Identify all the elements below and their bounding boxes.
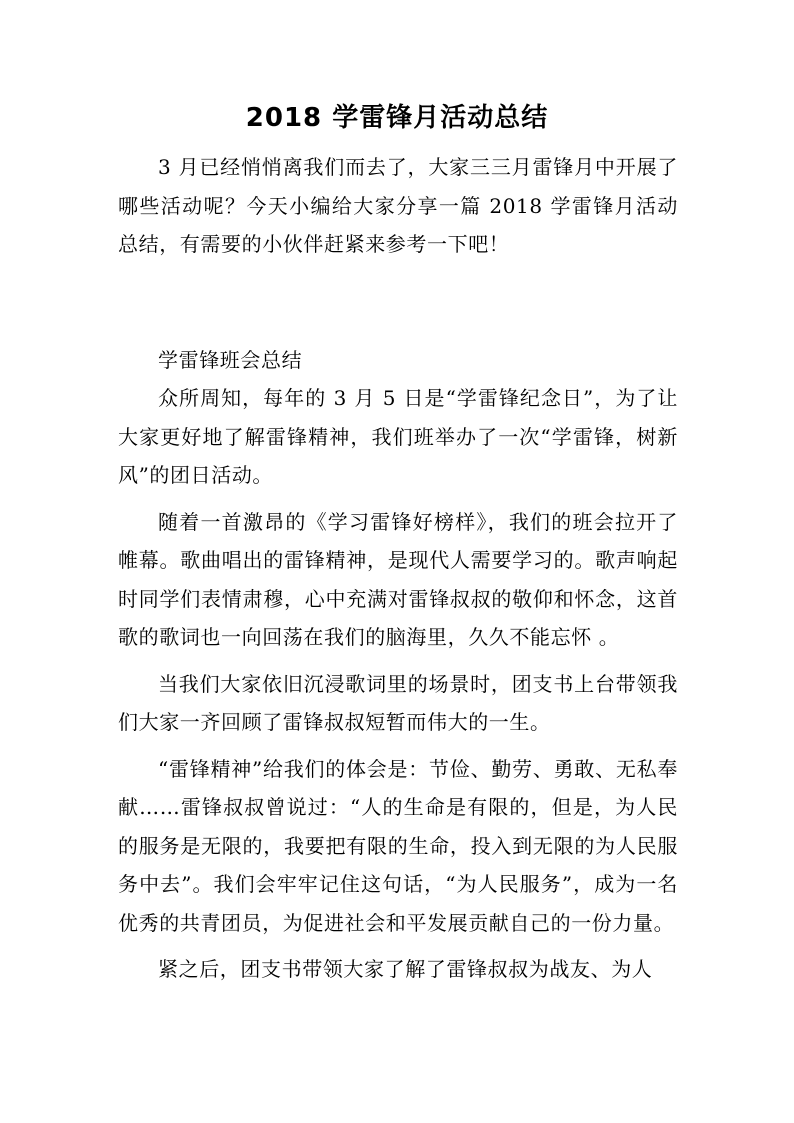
document-body <box>118 148 678 989</box>
section-heading: 学雷锋班会总结 <box>158 347 303 372</box>
body-paragraph-2: 随着一首激昂的《学习雷锋好榜样》，我们的班会拉开了帷幕。歌曲唱出的雷锋精神，是现代人需要学习的。歌声响起时同学们表情肃穆，心中充满对雷锋叔叔的敬仰和怀念，这首歌的歌词也一向回荡在我们的脑海里，久久不能忘怀 。 <box>118 509 678 649</box>
body-paragraph-4: “雷锋精神”给我们的体会是：节俭、勤劳、勇敢、无私奉献……雷锋叔叔曾说过：“人的生命是有限的，但是，为人民的服务是无限的，我要把有限的生命，投入到无限的为人民服务中去”。我们会牢牢记住这句话，“为人民服务”，成为一名优秀的共青团员，为促进社会和平发展贡献自己的一份力量。 <box>118 756 678 935</box>
blank-spacer <box>118 264 678 341</box>
body-paragraph-5: 紧之后，团支书带领大家了解了雷锋叔叔为战友、为人 <box>158 957 653 981</box>
body-paragraph-3: 当我们大家依旧沉浸歌词里的场景时，团支书上台带领我们大家一齐回顾了雷锋叔叔短暂而伟大的一生。 <box>118 671 678 734</box>
intro-paragraph: 3 月已经悄悄离我们而去了，大家三三月雷锋月中开展了哪些活动呢？今天小编给大家分享一篇 2018 学雷锋月活动总结，有需要的小伙伴赶紧来参考一下吧！ <box>118 155 678 256</box>
body-paragraph-1: 众所周知，每年的 3 月 5 日是“学雷锋纪念日”，为了让大家更好地了解雷锋精神，我们班举办了一次“学雷锋，树新风”的团日活动。 <box>118 386 678 487</box>
document-title: 2018 学雷锋月活动总结 <box>245 103 549 133</box>
